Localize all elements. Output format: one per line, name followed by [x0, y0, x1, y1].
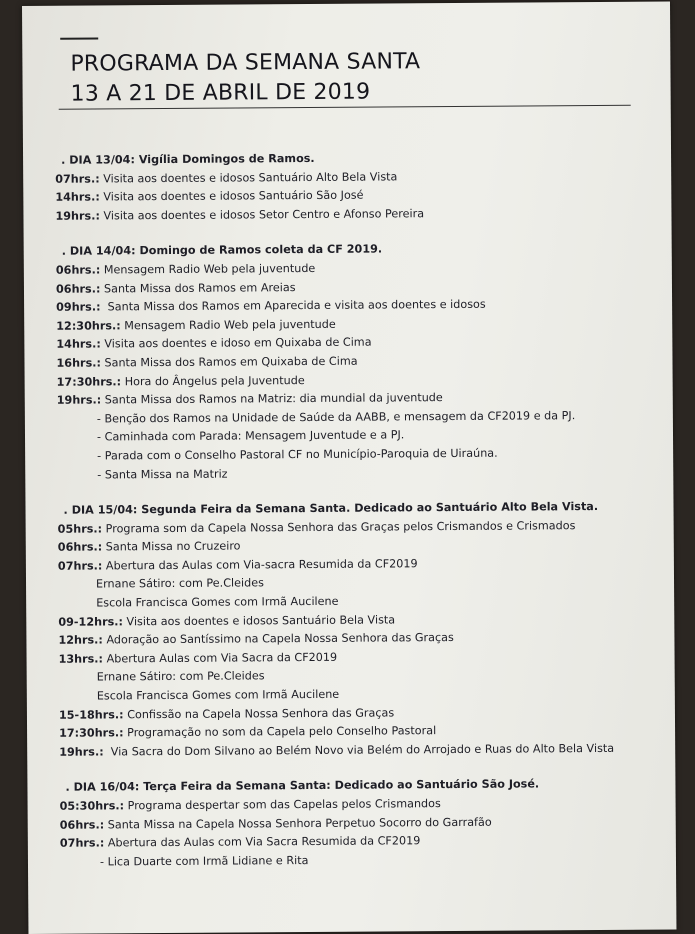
schedule-time: 12:30hrs.:: [56, 319, 121, 333]
schedule-time: 09-12hrs.:: [58, 614, 124, 629]
schedule-text: - Parada com o Conselho Pastoral CF no Município-Paroquia de Uiraúna.: [97, 446, 498, 463]
schedule-text: - Santa Missa na Matriz: [97, 467, 228, 481]
schedule-time: 05hrs.:: [57, 522, 103, 536]
schedule-text: Mensagem Radio Web pela juventude: [100, 261, 316, 277]
schedule-text: Escola Francisca Gomes com Irmã Aucilene: [96, 594, 339, 610]
schedule-time: 07hrs.:: [55, 172, 100, 186]
schedule-time: 15-18hrs.:: [58, 707, 124, 722]
day-heading: . DIA 13/04: Vigília Domingos de Ramos.: [61, 151, 315, 167]
schedule-text: - Benção dos Ramos na Unidade de Saúde da AABB, e mensagem da CF2019 e da PJ.: [96, 408, 576, 426]
schedule-text: Santa Missa dos Ramos em Areias: [100, 280, 296, 296]
schedule-time: 07hrs.:: [59, 836, 105, 850]
schedule-text: Hora do Ângelus pela Juventude: [121, 373, 305, 388]
schedule-time: 14hrs.:: [55, 190, 100, 204]
schedule-time: 17:30hrs.:: [56, 374, 122, 389]
schedule-time: 09hrs.:: [56, 300, 101, 314]
title-line-2: 13 A 21 DE ABRIL DE 2019: [70, 79, 371, 107]
schedule-text: Confissão na Capela Nossa Senhora das Graças: [123, 706, 395, 721]
day-section: [59, 775, 660, 872]
pen-mark: [60, 37, 98, 39]
schedule-text: Ernane Sátiro: com Pe.Cleides: [95, 576, 264, 591]
document-page: [22, 1, 676, 934]
schedule-text: Programação no som da Capela pelo Conselho Pastoral: [123, 724, 437, 740]
schedule-text: Programa despertar som das Capelas pelos Crismandos: [124, 797, 441, 813]
day-heading: . DIA 16/04: Terça Feira da Semana Santa: Dedicado ao Santuário São José.: [65, 777, 540, 795]
schedule-text: - Lica Duarte com Irmã Lidiane e Rita: [99, 853, 309, 869]
schedule-text: Santa Missa dos Ramos na Matriz: dia mundial da juventude: [101, 391, 443, 407]
schedule-time: 06hrs.:: [57, 540, 103, 555]
schedule-time: 06hrs.:: [59, 818, 105, 832]
schedule-line: [55, 203, 655, 226]
schedule-line: [59, 739, 659, 762]
schedule-content: [55, 148, 660, 890]
schedule-text: Santa Missa na Capela Nossa Senhora Perpetuo Socorro do Garrafão: [104, 815, 492, 832]
schedule-text: Santa Missa dos Ramos em Aparecida e visita aos doentes e idosos: [100, 297, 486, 314]
schedule-text: Visita aos doentes e idosos Setor Centro e Afonso Pereira: [99, 206, 425, 223]
schedule-text: Via Sacra do Dom Silvano ao Belém Novo via Belém do Arrojado e Ruas do Alto Bela Vista: [103, 741, 615, 759]
schedule-time: 19hrs.:: [59, 745, 104, 759]
schedule-time: 05:30hrs.:: [59, 799, 125, 813]
schedule-time: 12hrs.:: [58, 633, 103, 648]
schedule-text: Escola Francisca Gomes com Irmã Aucilene: [96, 687, 340, 703]
schedule-time: 06hrs.:: [55, 282, 101, 296]
day-heading: . DIA 15/04: Segunda Feira da Semana Santa. Dedicado ao Santuário Alto Bela Vista.: [63, 500, 599, 517]
schedule-text: Programa som da Capela Nossa Senhora das Graças pelos Crismandos e Crismados: [102, 518, 576, 536]
schedule-time: 19hrs.:: [56, 393, 102, 407]
schedule-line: [60, 849, 660, 872]
schedule-text: - Caminhada com Parada: Mensagem Juventude e a PJ.: [96, 428, 405, 444]
schedule-text: Ernane Sátiro: com Pe.Cleides: [96, 669, 265, 684]
schedule-time: 13hrs.:: [58, 652, 104, 666]
schedule-text: Santa Missa dos Ramos em Quixaba de Cima: [100, 354, 358, 370]
schedule-text: Santa Missa no Cruzeiro: [102, 539, 241, 554]
schedule-time: 14hrs.:: [56, 337, 101, 352]
schedule-text: Adoração ao Santíssimo na Capela Nossa Senhora das Graças: [102, 631, 454, 647]
day-heading: . DIA 14/04: Domingo de Ramos coleta da CF 2019.: [61, 242, 383, 259]
title-line-1: PROGRAMA DA SEMANA SANTA: [70, 49, 421, 77]
schedule-line: [57, 462, 657, 485]
schedule-time: 19hrs.:: [55, 209, 100, 223]
schedule-text: Visita aos doentes e idosos Santuário Alto Bela Vista: [99, 169, 398, 186]
schedule-time: 06hrs.:: [55, 263, 101, 277]
schedule-text: Abertura Aulas com Via Sacra da CF2019: [102, 650, 338, 666]
schedule-text: Visita aos doentes e idosos Santuário Bela Vista: [122, 613, 396, 628]
schedule-text: Visita aos doentes e idoso em Quixaba de Cima: [100, 335, 372, 351]
schedule-time: 07hrs.:: [57, 559, 103, 573]
day-section: [56, 239, 658, 485]
schedule-time: 16hrs.:: [56, 356, 101, 370]
schedule-text: Visita aos doentes e idosos Santuário São José: [99, 188, 364, 204]
schedule-text: Abertura das Aulas com Via Sacra Resumida da CF2019: [104, 834, 421, 850]
schedule-text: Mensagem Radio Web pela juventude: [120, 317, 336, 333]
page-title: [70, 47, 420, 109]
schedule-time: 17:30hrs.:: [59, 726, 124, 740]
schedule-text: Abertura das Aulas com Via-sacra Resumida da CF2019: [102, 557, 418, 573]
day-section: [57, 498, 659, 762]
day-section: [55, 148, 656, 227]
